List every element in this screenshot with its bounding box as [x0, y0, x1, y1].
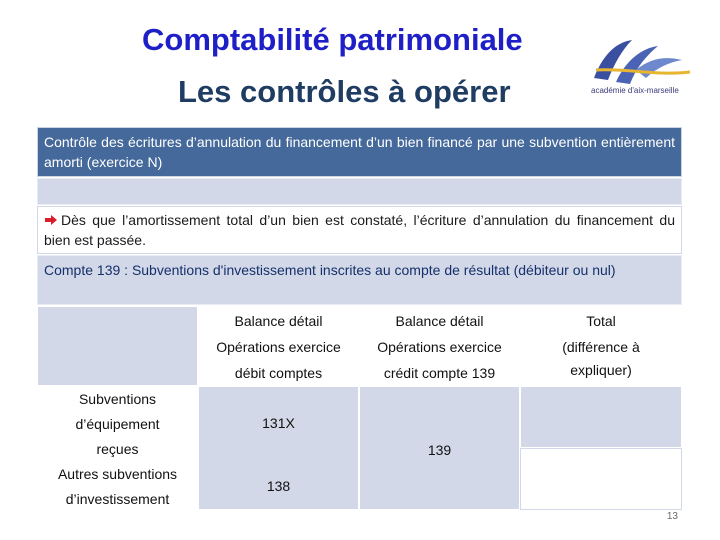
row1-label-line-2: d’équipement [75, 416, 160, 432]
account-138: 138 [266, 478, 291, 494]
header-debit-line-2: Opérations exercice [216, 339, 341, 355]
red-arrow-icon [44, 214, 58, 226]
debit-accounts-cell [198, 386, 359, 510]
total-cell-bottom [520, 448, 682, 510]
header-total [520, 306, 682, 386]
account-139: 139 [427, 442, 452, 458]
row1-label-line-1: Subventions [78, 391, 157, 407]
row2-label-line-2: d’investissement [65, 491, 170, 507]
header-debit-line-3: débit comptes [234, 365, 323, 381]
account-description-box [37, 255, 682, 305]
credit-account-cell [359, 386, 520, 510]
header-debit [198, 306, 359, 386]
rule-note-text: Dès que l’amortissement total d’un bien est constaté, l’écriture d’annulation du financement du bien est passée. [44, 212, 675, 248]
header-credit-line-3: crédit compte 139 [383, 365, 496, 381]
header-total-line-3: expliquer) [570, 362, 632, 378]
header-debit-line-1: Balance détail [234, 313, 323, 329]
logo-text: académie d'aix-marseille [591, 86, 679, 95]
empty-band [37, 178, 682, 205]
header-total-line-1: Total [586, 313, 616, 329]
account-131x: 131X [262, 415, 295, 431]
header-credit-line-1: Balance détail [395, 313, 484, 329]
header-credit [359, 306, 520, 386]
title-line-1: Comptabilité patrimoniale [142, 22, 523, 57]
table-corner-cell [37, 306, 198, 386]
row-labels-cell [37, 386, 198, 510]
header-credit-line-2: Opérations exercice [377, 339, 502, 355]
header-total-line-2: (différence à [562, 339, 640, 355]
title-line-2: Les contrôles à opérer [178, 74, 511, 109]
rule-note-box [37, 206, 682, 254]
row1-label-line-3: reçues [96, 441, 139, 457]
total-cell-top [520, 386, 682, 448]
row2-label-line-1: Autres subventions [57, 466, 178, 482]
page-number: 13 [666, 511, 678, 522]
control-title-text: Contrôle des écritures d’annulation du financement d’un bien financé par une subvention entièrement amorti (exercice N) [44, 134, 675, 170]
control-title-box [37, 127, 682, 177]
account-description-text: Compte 139 : Subventions d'investissement inscrites au compte de résultat (débiteur ou nul) [44, 262, 616, 278]
